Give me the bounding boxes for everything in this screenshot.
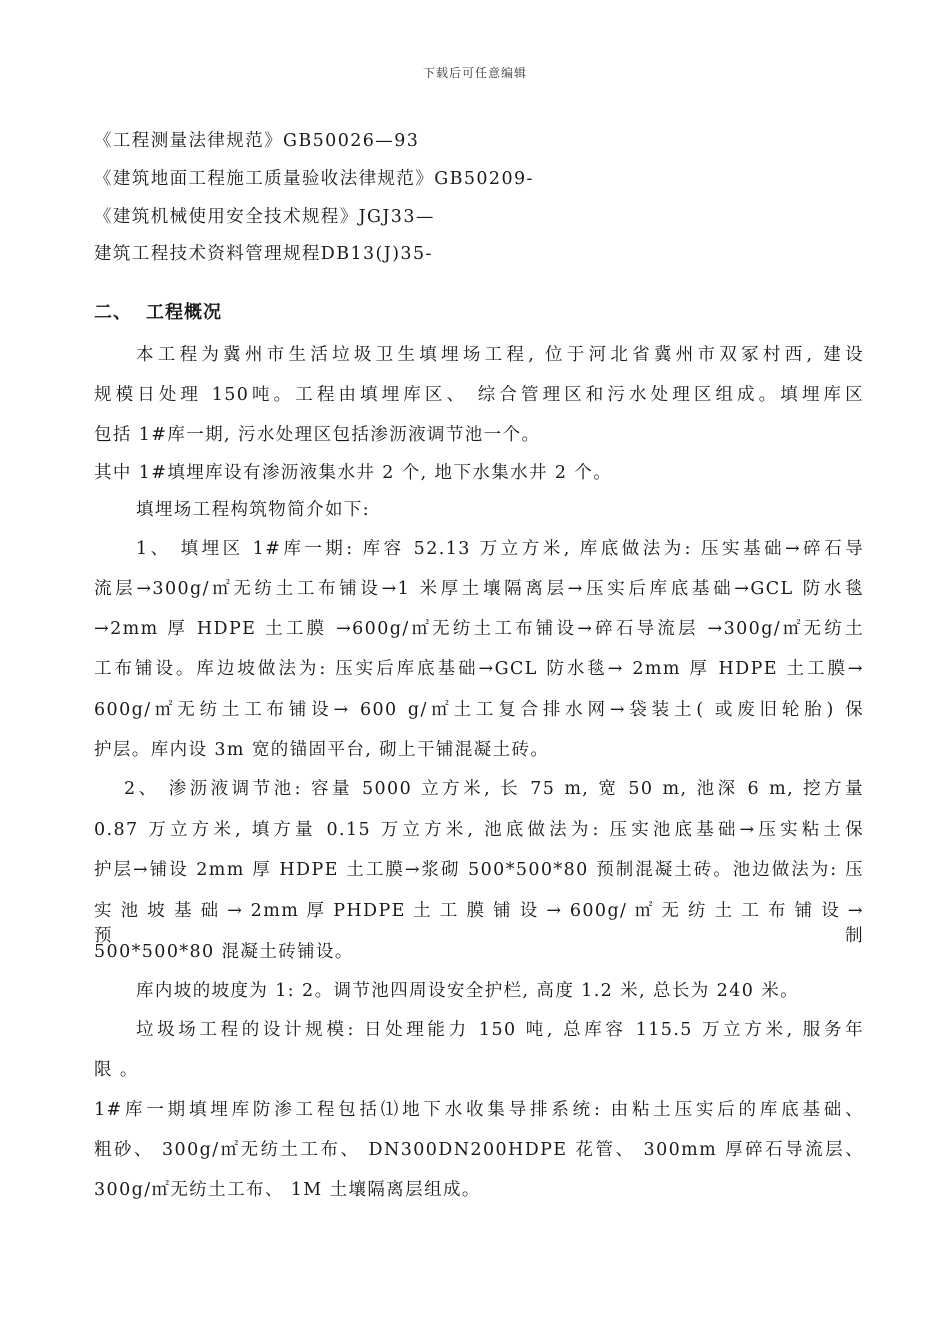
section-number: 二、 (94, 302, 132, 323)
paragraph-line: 护层。库内设 3m 宽的锚固平台, 砌上干铺混凝土砖。 (94, 740, 550, 760)
reference-line: 建筑工程技术资料管理规程DB13(J)35- (94, 244, 433, 264)
paragraph-line: 2、 渗沥液调节池: 容量 5000 立方米, 长 75 m, 宽 50 m, 池深 6 m, 挖方量 (124, 779, 864, 799)
paragraph-line: 1#库一期填埋库防渗工程包括⑴地下水收集导排系统: 由粘土压实后的库底基础、 (94, 1100, 864, 1120)
section-title: 工程概况 (146, 302, 222, 323)
section-heading (94, 298, 222, 324)
paragraph-line: 其中 1#填埋库设有渗沥液集水井 2 个, 地下水集水井 2 个。 (94, 463, 613, 483)
paragraph-line: 粗砂、 300g/㎡无纺土工布、 DN300DN200HDPE 花管、 300mm 厚碎石导流层、 (94, 1140, 864, 1160)
paragraph-line: 包括 1#库一期, 污水处理区包括渗沥液调节池一个。 (94, 425, 541, 445)
paragraph-line: 600g/㎡无纺土工布铺设→ 600 g/㎡土工复合排水网→袋装土( 或废旧轮胎) 保 (94, 700, 864, 720)
header-note: 下载后可任意编辑 (422, 66, 527, 80)
paragraph-line: 限 。 (94, 1060, 139, 1080)
paragraph-line: 填埋场工程构筑物简介如下: (136, 500, 371, 520)
paragraph-line: 工布铺设。库边坡做法为: 压实后库底基础→GCL 防水毯→ 2mm 厚 HDPE 土工膜→ (94, 659, 864, 679)
paragraph-line: 垃圾场工程的设计规模: 日处理能力 150 吨, 总库容 115.5 万立方米, 服务年 (136, 1020, 864, 1040)
paragraph-line: 流层→300g/㎡无纺土工布铺设→1 米厚土壤隔离层→压实后库底基础→GCL 防水毯 (94, 579, 864, 599)
reference-line: 《建筑机械使用安全技术规程》JGJ33— (94, 207, 435, 227)
paragraph-line: 0.87 万立方米, 填方量 0.15 万立方米, 池底做法为: 压实池底基础→压实粘土保 (94, 820, 864, 840)
reference-line: 《工程测量法律规范》GB50026—93 (94, 131, 420, 151)
paragraph-line: 300g/㎡无纺土工布、 1M 土壤隔离层组成。 (94, 1180, 481, 1200)
paragraph-line: 500*500*80 混凝土砖铺设。 (94, 942, 354, 962)
reference-line: 《建筑地面工程施工质量验收法律规范》GB50209- (94, 169, 534, 189)
paragraph-line: →2mm 厚 HDPE 土工膜 →600g/㎡无纺土工布铺设→碎石导流层 →300g/㎡无纺土 (94, 619, 864, 639)
paragraph-line: 护层→铺设 2mm 厚 HDPE 土工膜→浆砌 500*500*80 预制混凝土砖。池边做法为: 压 (94, 860, 864, 880)
paragraph-line: 本工程为冀州市生活垃圾卫生填埋场工程, 位于河北省冀州市双冢村西, 建设 (136, 345, 864, 365)
paragraph-line: 实 池 坡 基 础 → 2mm 厚 PHDPE 土 工 膜 铺 设 → 600g/ ㎡ 无 纺 土 工 布 铺 设 → 预 制 (94, 901, 864, 946)
paragraph-line: 1、 填埋区 1#库一期: 库容 52.13 万立方米, 库底做法为: 压实基础→碎石导 (136, 539, 864, 559)
paragraph-line: 库内坡的坡度为 1: 2。调节池四周设安全护栏, 高度 1.2 米, 总长为 240 米。 (136, 981, 800, 1001)
paragraph-line: 规模日处理 150吨。工程由填埋库区、 综合管理区和污水处理区组成。填埋库区 (94, 385, 864, 405)
